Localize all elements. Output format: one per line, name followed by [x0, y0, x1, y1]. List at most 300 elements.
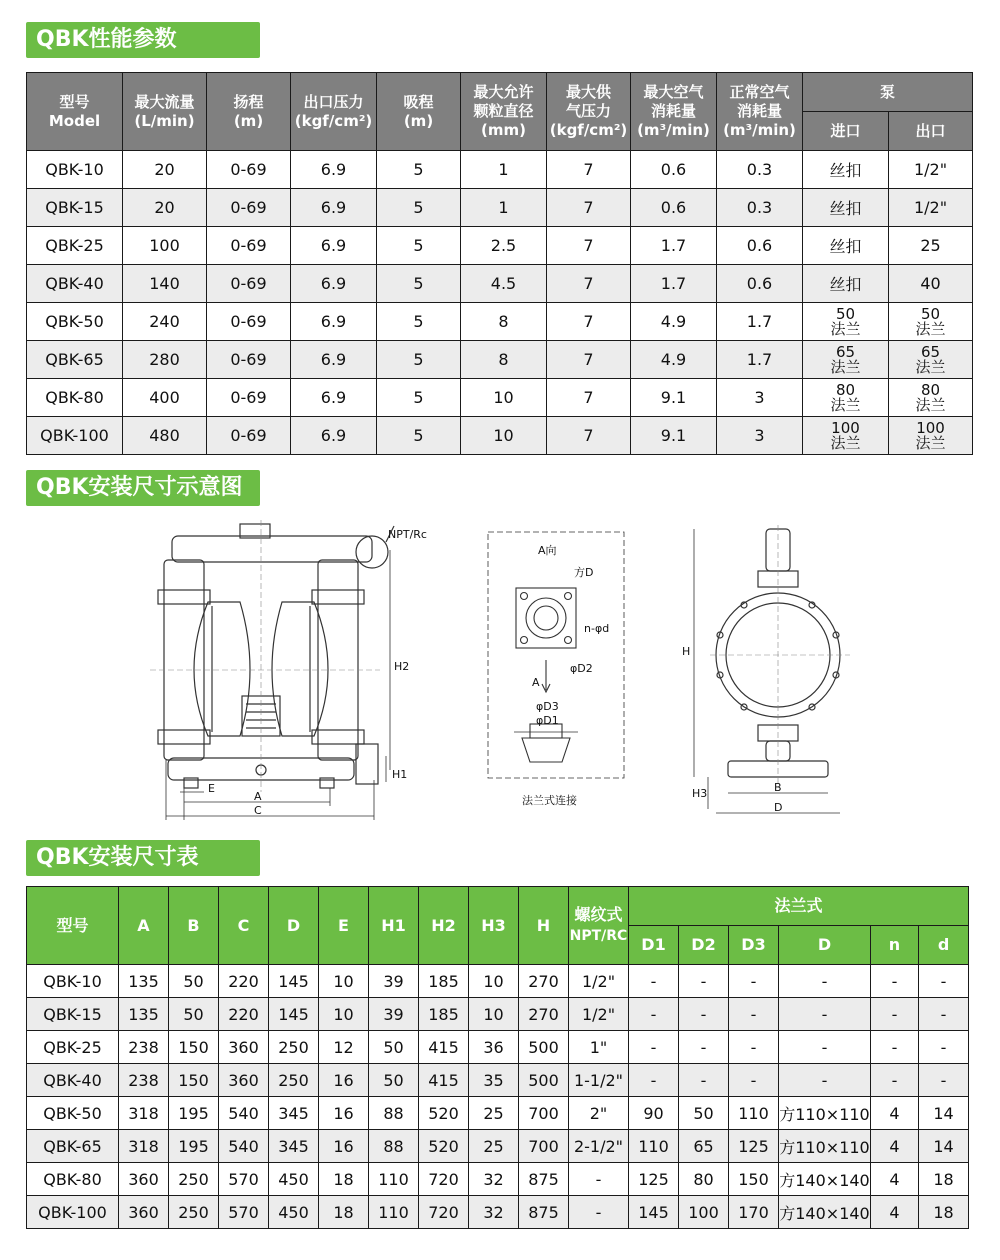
cell-outlet-p: 6.9	[291, 227, 377, 265]
outlet-type: 法兰	[915, 357, 946, 376]
dim-b-label: B	[774, 781, 782, 794]
inlet-size: 80	[835, 380, 856, 399]
header-outlet-pressure: 出口压力 (kgf/cm²)	[291, 73, 377, 151]
inst-header-c: C	[219, 887, 269, 965]
cell-flow: 140	[123, 265, 207, 303]
inst-header-model: 型号	[27, 887, 119, 965]
phi-d3-label: φD3	[536, 700, 559, 713]
cell-norm-air: 0.6	[717, 265, 803, 303]
cell-d3: -	[729, 965, 779, 998]
header-pump: 泵	[803, 73, 973, 112]
cell-h: 875	[519, 1163, 569, 1196]
cell-model: QBK-25	[27, 227, 123, 265]
table-row	[27, 151, 973, 189]
cell-head: 0-69	[207, 417, 291, 455]
cell-h2: 185	[419, 965, 469, 998]
cell-particle: 1	[461, 189, 547, 227]
flange-caption: 法兰式连接	[522, 794, 577, 807]
cell-particle: 10	[461, 379, 547, 417]
cell-c: 220	[219, 998, 269, 1031]
cell-suction: 5	[377, 189, 461, 227]
cell-n: -	[871, 965, 919, 998]
dim-h2-label: H2	[394, 660, 410, 673]
cell-h: 875	[519, 1196, 569, 1229]
cell-max-air: 9.1	[631, 379, 717, 417]
cell-outlet: 25	[889, 227, 973, 265]
cell-thread: 1"	[569, 1031, 629, 1064]
cell-inlet: 丝扣	[803, 265, 889, 303]
cell-d: 450	[269, 1163, 319, 1196]
cell-suction: 5	[377, 341, 461, 379]
cell-head: 0-69	[207, 227, 291, 265]
cell-h2: 520	[419, 1130, 469, 1163]
cell-a: 238	[119, 1031, 169, 1064]
cell-model: QBK-25	[27, 1031, 119, 1064]
header-inlet: 进口	[803, 112, 889, 151]
cell-flow: 20	[123, 189, 207, 227]
cell-d: 250	[269, 1064, 319, 1097]
cell-outlet-p: 6.9	[291, 151, 377, 189]
cell-c: 360	[219, 1064, 269, 1097]
cell-suction: 5	[377, 379, 461, 417]
cell-inlet: 丝扣	[803, 227, 889, 265]
cell-model: QBK-50	[27, 303, 123, 341]
cell-n: -	[871, 1064, 919, 1097]
cell-outlet: 40	[889, 265, 973, 303]
cell-e: 16	[319, 1097, 369, 1130]
cell-thread: 1/2"	[569, 965, 629, 998]
diagram-section-title: QBK安装尺寸示意图	[26, 470, 260, 506]
table-row	[27, 1064, 969, 1097]
cell-d2: -	[679, 965, 729, 998]
cell-max-air: 4.9	[631, 341, 717, 379]
cell-h2: 520	[419, 1097, 469, 1130]
cell-d: 14	[919, 1130, 969, 1163]
a-view-label: A向	[538, 544, 557, 557]
cell-head: 0-69	[207, 189, 291, 227]
cell-model: QBK-40	[27, 265, 123, 303]
inst-header-small-d: d	[919, 926, 969, 965]
cell-h3: 36	[469, 1031, 519, 1064]
cell-h1: 110	[369, 1163, 419, 1196]
cell-fd: 方110×110	[779, 1097, 871, 1130]
performance-section-title: QBK性能参数	[26, 22, 260, 58]
table-row	[27, 341, 973, 379]
cell-thread: 1-1/2"	[569, 1064, 629, 1097]
header-supply-pressure: 最大供 气压力 (kgf/cm²)	[547, 73, 631, 151]
cell-h1: 88	[369, 1097, 419, 1130]
cell-outlet-p: 6.9	[291, 379, 377, 417]
install-table	[26, 886, 969, 1229]
cell-thread: -	[569, 1196, 629, 1229]
cell-b: 150	[169, 1064, 219, 1097]
cell-fd: -	[779, 998, 871, 1031]
header-max-air: 最大空气 消耗量 (m³/min)	[631, 73, 717, 151]
cell-n: 4	[871, 1097, 919, 1130]
cell-d1: -	[629, 965, 679, 998]
cell-model: QBK-100	[27, 1196, 119, 1229]
cell-n: -	[871, 998, 919, 1031]
cell-a: 360	[119, 1163, 169, 1196]
cell-h2: 720	[419, 1163, 469, 1196]
cell-particle: 2.5	[461, 227, 547, 265]
cell-flow: 240	[123, 303, 207, 341]
outlet-type: 法兰	[915, 433, 946, 452]
cell-supply: 7	[547, 379, 631, 417]
dim-h-label: H	[682, 645, 691, 658]
dim-c-label: C	[254, 804, 262, 817]
cell-outlet-p: 6.9	[291, 189, 377, 227]
cell-max-air: 9.1	[631, 417, 717, 455]
inlet-type: 法兰	[830, 319, 861, 338]
cell-h3: 25	[469, 1097, 519, 1130]
cell-c: 570	[219, 1163, 269, 1196]
cell-b: 195	[169, 1097, 219, 1130]
cell-supply: 7	[547, 151, 631, 189]
cell-d1: -	[629, 1064, 679, 1097]
cell-h3: 25	[469, 1130, 519, 1163]
cell-b: 50	[169, 998, 219, 1031]
dim-d-label: D	[774, 801, 783, 814]
cell-a: 360	[119, 1196, 169, 1229]
cell-h2: 415	[419, 1031, 469, 1064]
cell-head: 0-69	[207, 341, 291, 379]
cell-h3: 35	[469, 1064, 519, 1097]
cell-thread: 2-1/2"	[569, 1130, 629, 1163]
cell-c: 570	[219, 1196, 269, 1229]
cell-d: 450	[269, 1196, 319, 1229]
cell-particle: 1	[461, 151, 547, 189]
cell-supply: 7	[547, 417, 631, 455]
cell-head: 0-69	[207, 303, 291, 341]
cell-b: 150	[169, 1031, 219, 1064]
arrow-a-label: A	[532, 676, 540, 689]
cell-max-air: 4.9	[631, 303, 717, 341]
inst-header-thread: 螺纹式 NPT/RC	[569, 887, 629, 965]
table-row	[27, 189, 973, 227]
inlet-type: 法兰	[830, 395, 861, 414]
cell-model: QBK-10	[27, 151, 123, 189]
cell-e: 10	[319, 965, 369, 998]
table-row	[27, 417, 973, 455]
outlet-size: 50	[920, 304, 941, 323]
dim-a-label: A	[254, 790, 262, 803]
table-row	[27, 1196, 969, 1229]
cell-d3: -	[729, 1064, 779, 1097]
cell-d1: -	[629, 1031, 679, 1064]
inst-header-a: A	[119, 887, 169, 965]
n-phi-d-label: n-φd	[584, 622, 610, 635]
dim-e-label: E	[208, 782, 215, 795]
cell-c: 540	[219, 1130, 269, 1163]
cell-d1: 110	[629, 1130, 679, 1163]
cell-inlet: 丝扣	[803, 189, 889, 227]
table-row	[27, 265, 973, 303]
cell-d3: -	[729, 1031, 779, 1064]
npt-label: NPT/Rc	[388, 528, 427, 541]
cell-norm-air: 1.7	[717, 303, 803, 341]
cell-outlet	[889, 417, 973, 455]
header-outlet: 出口	[889, 112, 973, 151]
cell-suction: 5	[377, 417, 461, 455]
install-section-title: QBK安装尺寸表	[26, 840, 260, 876]
performance-table	[26, 72, 973, 455]
cell-inlet	[803, 417, 889, 455]
outlet-size: 100	[916, 418, 945, 437]
cell-outlet-p: 6.9	[291, 417, 377, 455]
table-row	[27, 227, 973, 265]
dim-h1-label: H1	[392, 768, 408, 781]
cell-h: 270	[519, 998, 569, 1031]
cell-d3: -	[729, 998, 779, 1031]
inst-header-flange: 法兰式	[629, 887, 969, 926]
header-normal-air: 正常空气 消耗量 (m³/min)	[717, 73, 803, 151]
cell-d: -	[919, 1064, 969, 1097]
cell-outlet-p: 6.9	[291, 265, 377, 303]
cell-flow: 280	[123, 341, 207, 379]
table-row	[27, 303, 973, 341]
cell-model: QBK-65	[27, 1130, 119, 1163]
cell-h1: 50	[369, 1064, 419, 1097]
cell-h3: 10	[469, 998, 519, 1031]
table-row	[27, 1130, 969, 1163]
cell-d: 14	[919, 1097, 969, 1130]
cell-n: 4	[871, 1163, 919, 1196]
header-model: 型号 Model	[27, 73, 123, 151]
cell-thread: -	[569, 1163, 629, 1196]
outlet-type: 法兰	[915, 395, 946, 414]
cell-head: 0-69	[207, 265, 291, 303]
cell-d3: 170	[729, 1196, 779, 1229]
cell-e: 16	[319, 1130, 369, 1163]
phi-d1-label: φD1	[536, 714, 559, 727]
cell-e: 18	[319, 1196, 369, 1229]
cell-inlet: 丝扣	[803, 151, 889, 189]
inst-header-e: E	[319, 887, 369, 965]
cell-e: 16	[319, 1064, 369, 1097]
cell-h3: 32	[469, 1163, 519, 1196]
inst-header-h2: H2	[419, 887, 469, 965]
inst-header-d1: D1	[629, 926, 679, 965]
cell-supply: 7	[547, 265, 631, 303]
cell-h: 500	[519, 1064, 569, 1097]
cell-outlet: 1/2"	[889, 151, 973, 189]
cell-d1: -	[629, 998, 679, 1031]
inst-header-h1: H1	[369, 887, 419, 965]
cell-d: 345	[269, 1097, 319, 1130]
cell-head: 0-69	[207, 151, 291, 189]
table-row	[27, 1163, 969, 1196]
cell-d2: -	[679, 1064, 729, 1097]
cell-d3: 125	[729, 1130, 779, 1163]
cell-a: 238	[119, 1064, 169, 1097]
cell-h2: 720	[419, 1196, 469, 1229]
phi-d2-label: φD2	[570, 662, 593, 675]
cell-d3: 110	[729, 1097, 779, 1130]
cell-norm-air: 3	[717, 379, 803, 417]
cell-b: 50	[169, 965, 219, 998]
cell-h: 500	[519, 1031, 569, 1064]
table-row	[27, 1097, 969, 1130]
cell-max-air: 1.7	[631, 265, 717, 303]
cell-b: 250	[169, 1196, 219, 1229]
table-row	[27, 1031, 969, 1064]
cell-a: 135	[119, 998, 169, 1031]
cell-model: QBK-80	[27, 1163, 119, 1196]
cell-thread: 1/2"	[569, 998, 629, 1031]
cell-model: QBK-15	[27, 189, 123, 227]
cell-d3: 150	[729, 1163, 779, 1196]
cell-d: -	[919, 1031, 969, 1064]
cell-model: QBK-10	[27, 965, 119, 998]
cell-particle: 8	[461, 303, 547, 341]
header-particle: 最大允许 颗粒直径 (mm)	[461, 73, 547, 151]
cell-supply: 7	[547, 341, 631, 379]
cell-norm-air: 3	[717, 417, 803, 455]
cell-supply: 7	[547, 227, 631, 265]
cell-suction: 5	[377, 265, 461, 303]
cell-e: 18	[319, 1163, 369, 1196]
cell-d1: 125	[629, 1163, 679, 1196]
cell-norm-air: 0.3	[717, 151, 803, 189]
cell-d: 18	[919, 1163, 969, 1196]
outlet-size: 65	[920, 342, 941, 361]
cell-particle: 8	[461, 341, 547, 379]
pump-side-view-drawing	[680, 525, 870, 825]
square-d-label: 方D	[574, 566, 594, 579]
inst-header-d3: D3	[729, 926, 779, 965]
cell-d2: 65	[679, 1130, 729, 1163]
cell-inlet	[803, 341, 889, 379]
cell-d2: -	[679, 998, 729, 1031]
cell-d1: 90	[629, 1097, 679, 1130]
cell-h: 700	[519, 1130, 569, 1163]
cell-max-air: 1.7	[631, 227, 717, 265]
cell-suction: 5	[377, 151, 461, 189]
cell-outlet	[889, 303, 973, 341]
cell-thread: 2"	[569, 1097, 629, 1130]
cell-h2: 415	[419, 1064, 469, 1097]
cell-flow: 100	[123, 227, 207, 265]
cell-d: 250	[269, 1031, 319, 1064]
cell-a: 135	[119, 965, 169, 998]
cell-d: 18	[919, 1196, 969, 1229]
cell-outlet	[889, 379, 973, 417]
cell-model: QBK-100	[27, 417, 123, 455]
cell-h3: 32	[469, 1196, 519, 1229]
cell-suction: 5	[377, 227, 461, 265]
cell-d: 345	[269, 1130, 319, 1163]
inlet-size: 100	[831, 418, 860, 437]
cell-supply: 7	[547, 303, 631, 341]
cell-d2: -	[679, 1031, 729, 1064]
header-max-flow: 最大流量 (L/min)	[123, 73, 207, 151]
inst-header-d: D	[269, 887, 319, 965]
cell-h: 700	[519, 1097, 569, 1130]
cell-outlet-p: 6.9	[291, 303, 377, 341]
cell-e: 12	[319, 1031, 369, 1064]
cell-flow: 400	[123, 379, 207, 417]
cell-particle: 4.5	[461, 265, 547, 303]
cell-flow: 480	[123, 417, 207, 455]
cell-a: 318	[119, 1130, 169, 1163]
cell-fd: 方140×140	[779, 1163, 871, 1196]
cell-a: 318	[119, 1097, 169, 1130]
cell-inlet	[803, 379, 889, 417]
cell-n: -	[871, 1031, 919, 1064]
cell-fd: 方140×140	[779, 1196, 871, 1229]
inst-header-h: H	[519, 887, 569, 965]
cell-d: 145	[269, 998, 319, 1031]
inst-header-b: B	[169, 887, 219, 965]
outlet-type: 法兰	[915, 319, 946, 338]
cell-flow: 20	[123, 151, 207, 189]
inst-header-n: n	[871, 926, 919, 965]
cell-norm-air: 0.3	[717, 189, 803, 227]
cell-h1: 39	[369, 965, 419, 998]
cell-model: QBK-40	[27, 1064, 119, 1097]
cell-outlet: 1/2"	[889, 189, 973, 227]
cell-n: 4	[871, 1196, 919, 1229]
cell-max-air: 0.6	[631, 189, 717, 227]
cell-model: QBK-15	[27, 998, 119, 1031]
cell-fd: -	[779, 965, 871, 998]
cell-fd: -	[779, 1031, 871, 1064]
cell-d2: 50	[679, 1097, 729, 1130]
cell-d: 145	[269, 965, 319, 998]
cell-outlet	[889, 341, 973, 379]
cell-suction: 5	[377, 303, 461, 341]
cell-d: -	[919, 998, 969, 1031]
cell-norm-air: 1.7	[717, 341, 803, 379]
cell-d2: 80	[679, 1163, 729, 1196]
cell-model: QBK-80	[27, 379, 123, 417]
cell-h: 270	[519, 965, 569, 998]
cell-d2: 100	[679, 1196, 729, 1229]
cell-particle: 10	[461, 417, 547, 455]
cell-supply: 7	[547, 189, 631, 227]
cell-e: 10	[319, 998, 369, 1031]
cell-h1: 88	[369, 1130, 419, 1163]
inst-header-h3: H3	[469, 887, 519, 965]
cell-h1: 50	[369, 1031, 419, 1064]
cell-outlet-p: 6.9	[291, 341, 377, 379]
header-head: 扬程 (m)	[207, 73, 291, 151]
cell-inlet	[803, 303, 889, 341]
cell-h3: 10	[469, 965, 519, 998]
table-row	[27, 965, 969, 998]
cell-model: QBK-65	[27, 341, 123, 379]
cell-h1: 110	[369, 1196, 419, 1229]
cell-h1: 39	[369, 998, 419, 1031]
cell-c: 540	[219, 1097, 269, 1130]
table-row	[27, 998, 969, 1031]
inlet-size: 65	[835, 342, 856, 361]
cell-c: 220	[219, 965, 269, 998]
cell-h2: 185	[419, 998, 469, 1031]
dim-h3-label: H3	[692, 787, 708, 800]
pump-front-view-drawing	[150, 520, 427, 830]
inlet-type: 法兰	[830, 357, 861, 376]
cell-model: QBK-50	[27, 1097, 119, 1130]
inlet-type: 法兰	[830, 433, 861, 452]
inlet-size: 50	[835, 304, 856, 323]
table-row	[27, 379, 973, 417]
outlet-size: 80	[920, 380, 941, 399]
cell-n: 4	[871, 1130, 919, 1163]
cell-d1: 145	[629, 1196, 679, 1229]
cell-fd: -	[779, 1064, 871, 1097]
